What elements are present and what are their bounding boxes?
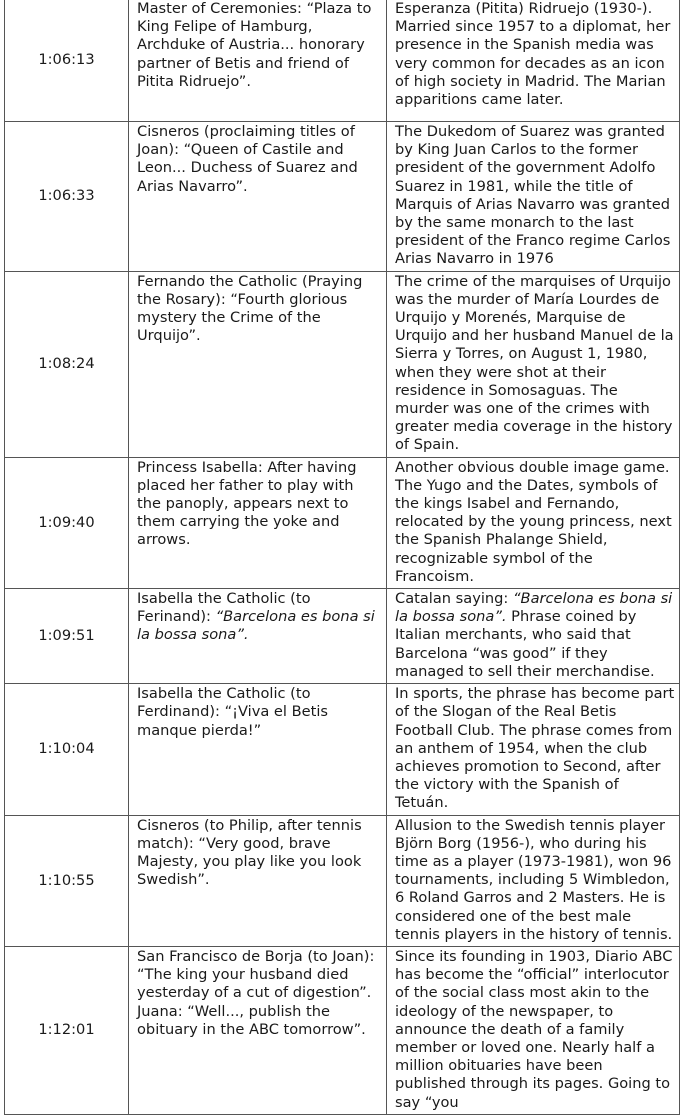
table-row bbox=[5, 815, 680, 946]
scene-text: Isabella the Catholic (to Ferinand): bbox=[137, 590, 311, 626]
timecode-cell: 1:09:40 bbox=[5, 457, 129, 588]
scene-text: Cisneros (proclaiming titles of Joan): “Queen of Castile and Leon... Duchess of Suarez and Arias Navarro”. bbox=[137, 123, 358, 195]
timecode-cell: 1:06:13 bbox=[5, 0, 129, 122]
table-row bbox=[5, 0, 680, 122]
scene-cell bbox=[129, 946, 387, 1114]
scene-text: Princess Isabella: After having placed her father to play with the panoply, appears next to them carrying the yoke and arrows. bbox=[137, 458, 357, 549]
note-cell bbox=[387, 684, 680, 815]
note-text: In sports, the phrase has become part of the Slogan of the Real Betis Football Club. The phrase comes from an anthem of 1954, when the club achieves promotion to Second, after the victory with the Spanish of Tetuán. bbox=[395, 685, 675, 812]
note-cell bbox=[387, 0, 680, 122]
scene-cell bbox=[129, 0, 387, 122]
note-cell bbox=[387, 271, 680, 457]
timecode-cell: 1:10:55 bbox=[5, 815, 129, 946]
timecode-cell: 1:12:01 bbox=[5, 946, 129, 1114]
timecode-cell: 1:10:04 bbox=[5, 684, 129, 815]
table-row bbox=[5, 122, 680, 272]
timecode-cell: 1:09:51 bbox=[5, 589, 129, 684]
annotation-table bbox=[4, 0, 680, 1115]
note-text: Allusion to the Swedish tennis player Björn Borg (1956-), who during his time as a player (1973-1981), won 96 tournaments, including 5 Wimbledon, 6 Roland Garros and 2 Masters. He is considered one of the best male tennis players in the history of tennis. bbox=[395, 816, 673, 943]
note-text: Another obvious double image game. The Yugo and the Dates, symbols of the kings Isabel and Fernando, relocated by the young princess, next the Spanish Phalange Shield, recognizable symbol of the Francoism. bbox=[395, 458, 672, 585]
scene-text: Master of Ceremonies: “Plaza to King Felipe of Hamburg, Archduke of Austria... honorary partner of Betis and friend of Pitita Ridruejo”. bbox=[137, 0, 372, 90]
scene-text: Isabella the Catholic (to Ferdinand): “¡Viva el Betis manque pierda!” bbox=[137, 685, 328, 739]
note-cell bbox=[387, 589, 680, 684]
scene-cell bbox=[129, 122, 387, 272]
note-cell bbox=[387, 457, 680, 588]
scene-text: San Francisco de Borja (to Joan): “The king your husband died yesterday of a cut of digestion”. Juana: “Well..., publish the obituary in the ABC tomorrow”. bbox=[137, 947, 375, 1038]
scene-text: Fernando the Catholic (Praying the Rosary): “Fourth glorious mystery the Crime of the Urquijo”. bbox=[137, 272, 363, 345]
scene-cell bbox=[129, 684, 387, 815]
scene-cell bbox=[129, 457, 387, 588]
scene-cell bbox=[129, 815, 387, 946]
scene-cell bbox=[129, 589, 387, 684]
note-text: Catalan saying: bbox=[395, 590, 513, 608]
note-quote-italic: “Barcelona es bona si la bossa sona”. bbox=[395, 590, 673, 626]
table-row bbox=[5, 684, 680, 815]
note-cell bbox=[387, 815, 680, 946]
table-row bbox=[5, 589, 680, 684]
note-text: The crime of the marquises of Urquijo was the murder of María Lourdes de Urquijo y Morenés, Marquise de Urquijo and her husband Manuel de la Sierra y Torres, on August 1, 1980, when they were shot at their residence in Somosaguas. The murder was one of the crimes with greater media coverage in the history of Spain. bbox=[395, 272, 674, 454]
scene-quote-italic: “Barcelona es bona si la bossa sona”. bbox=[137, 608, 375, 644]
timecode-cell: 1:08:24 bbox=[5, 271, 129, 457]
note-text: Esperanza (Pitita) Ridruejo (1930-). Married since 1957 to a diplomat, her presence in the Spanish media was very common for decades as an icon of high society in Madrid. The Marian apparitions came later. bbox=[395, 0, 671, 109]
table-row bbox=[5, 946, 680, 1114]
note-cell bbox=[387, 946, 680, 1114]
note-text: Phrase coined by Italian merchants, who said that Barcelona “was good” if they managed to sell their merchandise. bbox=[395, 608, 655, 680]
scene-cell bbox=[129, 271, 387, 457]
note-text: The Dukedom of Suarez was granted by King Juan Carlos to the former president of the government Adolfo Suarez in 1981, while the title of Marquis of Arias Navarro was granted by the same monarch to the last president of the Franco regime Carlos Arias Navarro in 1976 bbox=[395, 123, 671, 268]
table-row bbox=[5, 457, 680, 588]
note-cell bbox=[387, 122, 680, 272]
scene-text: Cisneros (to Philip, after tennis match): “Very good, brave Majesty, you play like you look Swedish”. bbox=[137, 816, 362, 889]
table-row bbox=[5, 271, 680, 457]
timecode-cell: 1:06:33 bbox=[5, 122, 129, 272]
note-text: Since its founding in 1903, Diario ABC has become the “official” interlocutor of the social class most akin to the ideology of the newspaper, to announce the death of a family member or loved one. Nearly half a million obituaries have been published through its pages. Going to say “you bbox=[395, 947, 673, 1111]
